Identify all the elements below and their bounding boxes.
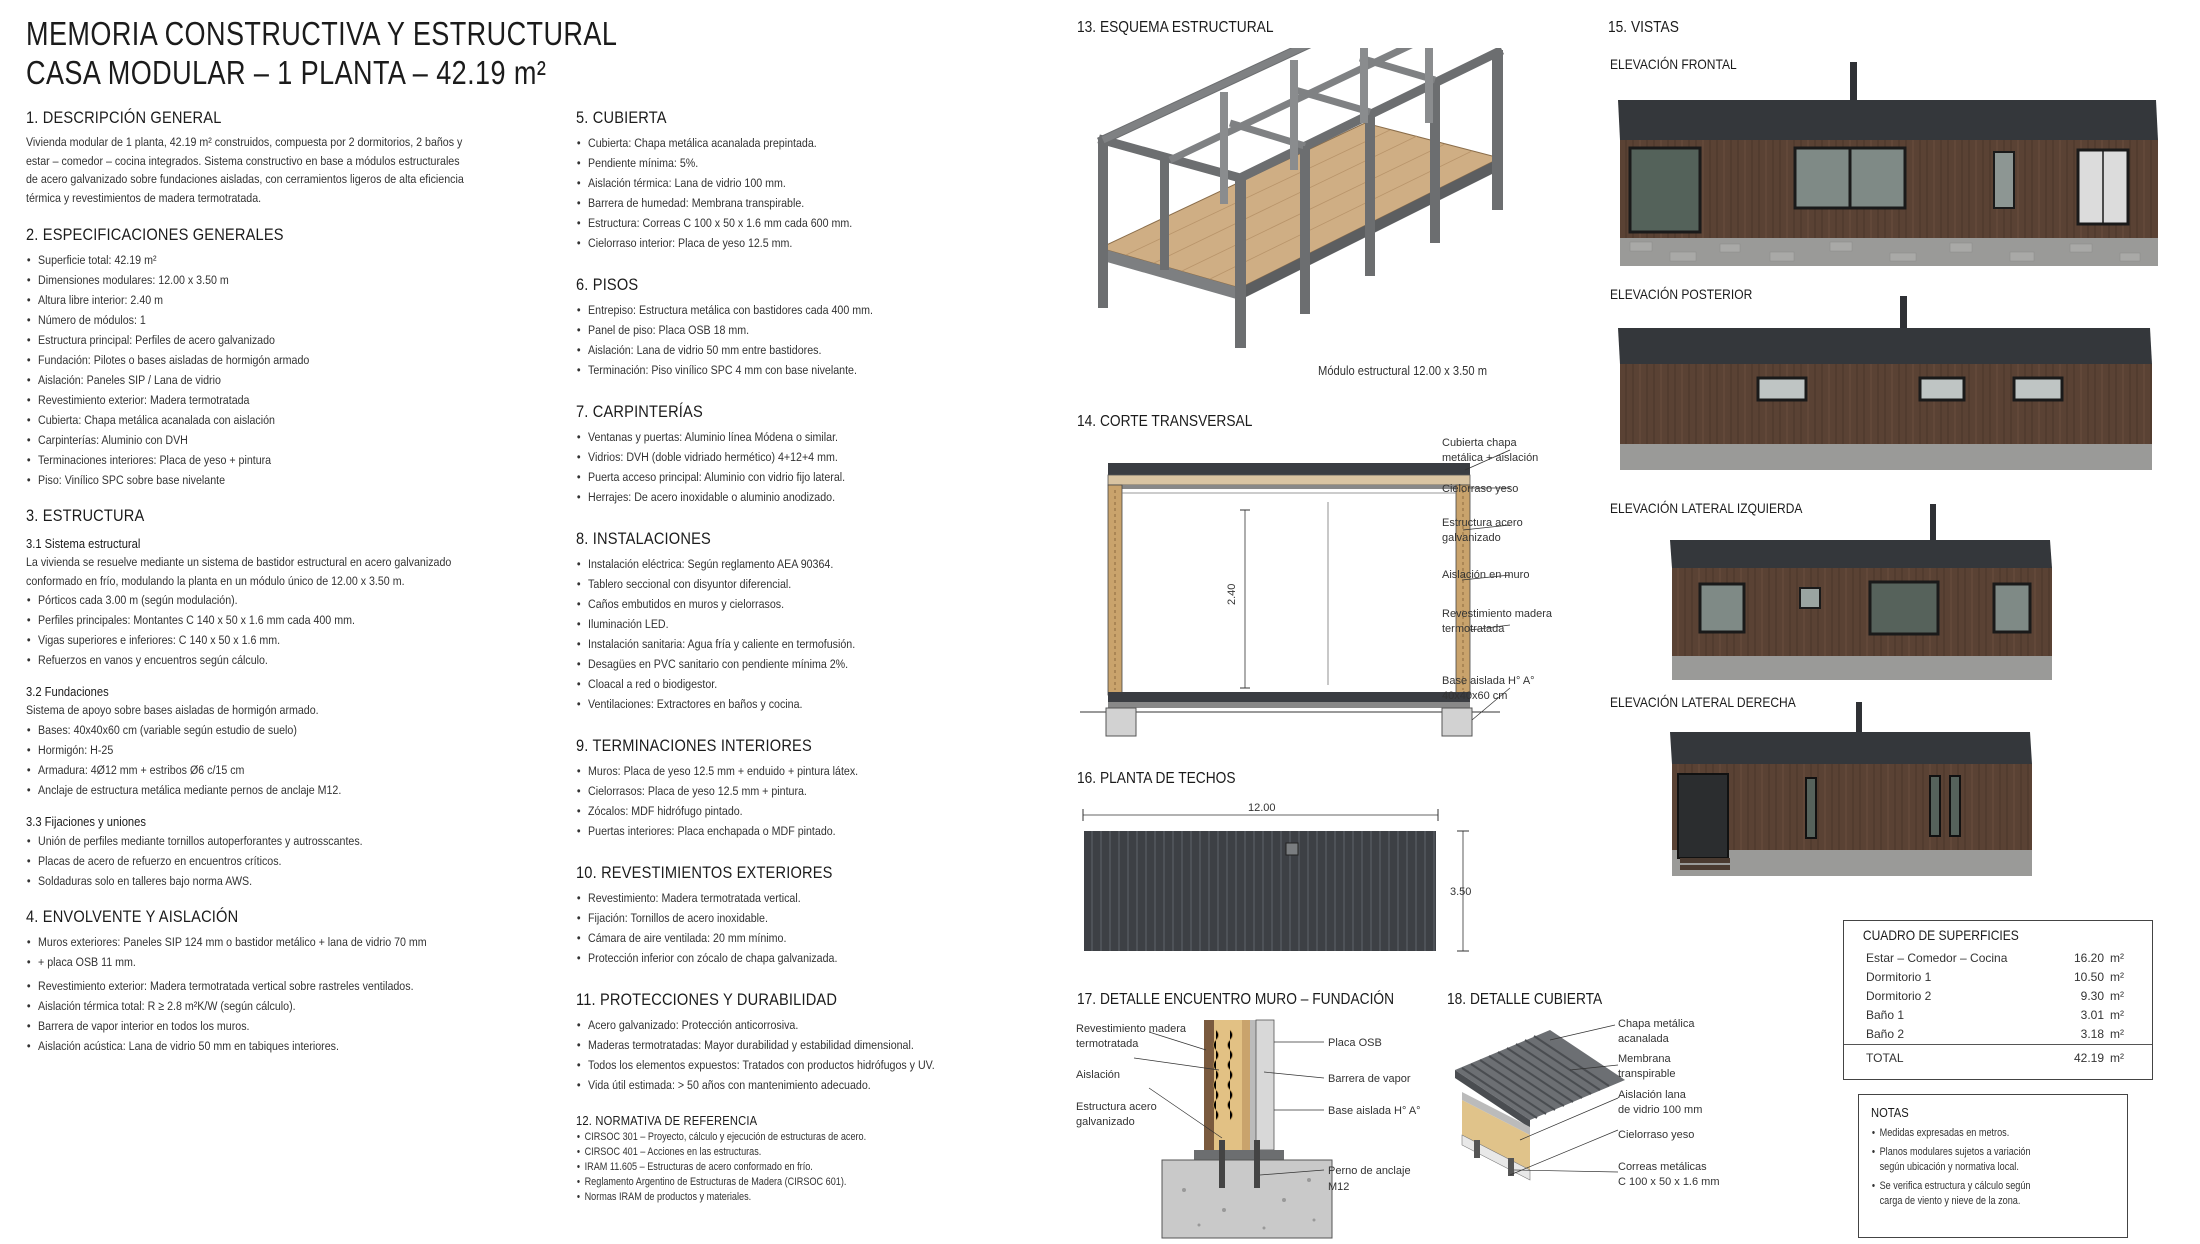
surfaces-table-title: CUADRO DE SUPERFICIES (1862, 927, 2019, 943)
bullet-list (576, 888, 1046, 968)
label-roof: Cubierta chapa (1442, 437, 1517, 449)
figure-15-title: 15. VISTAS (1608, 19, 1679, 36)
list-item: • Carpinterías: Aluminio con DVH (26, 430, 473, 450)
note-line: Planos modulares sujetos a variación (1879, 1146, 2031, 1158)
label-membrane: Membrana (1618, 1053, 1671, 1065)
section-8 (576, 529, 1046, 714)
section-11 (576, 990, 1046, 1095)
para-line: estar – comedor – cocina integrados. Sistema constructivo en base a módulos estructurales (26, 153, 460, 168)
label-insulation: Aislación en muro (1442, 569, 1530, 581)
list-item: • Tablero seccional con disyuntor diferencial. (576, 574, 980, 594)
label-footing: Base aislada H° A° (1442, 675, 1535, 687)
list-item: • Aislación: Paneles SIP / Lana de vidrio (26, 370, 473, 390)
section-paragraph (26, 553, 545, 590)
label-steel: Estructura acero (1076, 1101, 1157, 1113)
label-cladding: Revestimiento madera (1076, 1023, 1187, 1035)
notes-list (1871, 1126, 2127, 1209)
figure-17-title: 17. DETALLE ENCUENTRO MURO – FUNDACIÓN (1077, 991, 1395, 1008)
roof-depth-dimension: 3.50 (1450, 886, 1472, 898)
list-item: • Puertas interiores: Placa enchapada o MDF pintado. (576, 821, 980, 841)
bullet-list (576, 300, 1046, 380)
list-item: • IRAM 11.605 – Estructuras de acero conformado en frío. (576, 1160, 980, 1175)
list-item: • Herrajes: De acero inoxidable o aluminio anodizado. (576, 487, 980, 507)
roof-width-dimension: 12.00 (1248, 802, 1276, 814)
table-row (1844, 987, 2152, 1006)
room-area: 9.30 (2080, 989, 2104, 1003)
elevation-right-drawing (1660, 698, 2080, 878)
sub-heading: 3.1 Sistema estructural (26, 536, 141, 551)
section-6 (576, 275, 1046, 380)
label-anchor: Perno de anclaje (1328, 1165, 1411, 1177)
title-line-1: MEMORIA CONSTRUCTIVA Y ESTRUCTURAL (26, 15, 618, 52)
height-dimension: 2.40 (1226, 583, 1238, 605)
list-item: • Piso: Vinílico SPC sobre base nivelante (26, 470, 473, 490)
list-item: • Normas IRAM de productos y materiales. (576, 1190, 980, 1205)
label-footing-2: 40x40x60 cm (1442, 690, 1508, 702)
list-item: • Aislación térmica: Lana de vidrio 100 mm. (576, 173, 980, 193)
wall-foundation-labels (1074, 1010, 1434, 1240)
label-anchor-2: M12 (1328, 1181, 1350, 1193)
list-item: • Caños embutidos en muros y cielorrasos. (576, 594, 980, 614)
bullet-list (576, 554, 1046, 714)
section-12 (576, 1113, 1046, 1205)
list-item: • Entrepiso: Estructura metálica con bastidores cada 400 mm. (576, 300, 980, 320)
sub-heading: 3.3 Fijaciones y uniones (26, 813, 146, 829)
section-heading: 6. PISOS (576, 275, 639, 294)
list-item: • Vida útil estimada: > 50 años con mantenimiento adecuado. (576, 1075, 980, 1095)
elevation-left-title: ELEVACIÓN LATERAL IZQUIERDA (1610, 500, 1803, 516)
list-item: • Muros exteriores: Paneles SIP 124 mm o bastidor metálico + lana de vidrio 70 mm (26, 932, 473, 952)
para-line: Sistema de apoyo sobre bases aisladas de hormigón armado. (26, 703, 319, 717)
bullet-list (576, 1130, 1046, 1205)
roof-detail-labels (1616, 1010, 1766, 1210)
list-item-continuation (26, 952, 473, 972)
para-line: conformado en frío, modulando la planta en un módulo único de 12.00 x 3.50 m. (26, 573, 405, 588)
bullet-list (576, 133, 1046, 253)
section-1 (26, 108, 546, 207)
note-item (1871, 1145, 2091, 1175)
section-10 (576, 863, 1046, 968)
section-heading: 7. CARPINTERÍAS (576, 402, 703, 421)
room-name: Estar – Comedor – Cocina (1866, 951, 2008, 965)
room-area: 3.18 (2080, 1027, 2104, 1041)
table-row (1844, 968, 2152, 987)
list-item: • CIRSOC 301 – Proyecto, cálculo y ejecución de estructuras de acero. (576, 1130, 980, 1145)
list-item: • Pendiente mínima: 5%. (576, 153, 980, 173)
section-9 (576, 736, 1046, 841)
list-item: • Armadura: 4Ø12 mm + estribos Ø6 c/15 cm (26, 760, 473, 780)
label-steel: Estructura acero (1442, 517, 1523, 529)
label-ceiling: Cielorraso yeso (1442, 483, 1519, 495)
label-sheet-2: acanalada (1618, 1033, 1669, 1045)
note-line: Se verifica estructura y cálculo según (1879, 1180, 2031, 1192)
section-heading: 10. REVESTIMIENTOS EXTERIORES (576, 863, 833, 882)
elevation-left-drawing (1660, 504, 2080, 684)
list-item: • Muros: Placa de yeso 12.5 mm + enduido + pintura látex. (576, 761, 980, 781)
list-item: • Fundación: Pilotes o bases aisladas de hormigón armado (26, 350, 473, 370)
label-steel-2: galvanizado (1076, 1116, 1135, 1128)
para-line: Vivienda modular de 1 planta, 42.19 m² construidos, compuesta por 2 dormitorios, 2 baños y (26, 135, 463, 149)
list-item: • Barrera de vapor interior en todos los muros. (26, 1016, 473, 1036)
room-area: 3.01 (2080, 1008, 2104, 1022)
section-heading: 4. ENVOLVENTE Y AISLACIÓN (26, 906, 239, 926)
label-purlins: Correas metálicas (1618, 1161, 1707, 1173)
list-item: • Aislación térmica total: R ≥ 2.8 m²K/W (según cálculo). (26, 996, 473, 1016)
figure-13-caption: Módulo estructural 12.00 x 3.50 m (1318, 363, 1488, 378)
list-item: • Cielorraso interior: Placa de yeso 12.5 mm. (576, 233, 980, 253)
total-label: TOTAL (1844, 1045, 2062, 1069)
list-item: • Panel de piso: Placa OSB 18 mm. (576, 320, 980, 340)
table-row (1844, 1006, 2152, 1025)
list-item: • Todos los elementos expuestos: Tratados con productos hidrófugos y UV. (576, 1055, 980, 1075)
list-item: • Superficie total: 42.19 m² (26, 250, 473, 270)
figure-13-title: 13. ESQUEMA ESTRUCTURAL (1077, 19, 1274, 36)
list-item: • Placas de acero de refuerzo en encuentros críticos. (26, 851, 473, 871)
room-name: Baño 2 (1866, 1027, 1905, 1041)
elevation-front-title: ELEVACIÓN FRONTAL (1610, 56, 1737, 72)
label-footing: Base aislada H° A° (1328, 1105, 1421, 1117)
notes-box (1858, 1094, 2128, 1238)
room-name: Dormitorio 1 (1866, 970, 1932, 984)
list-item: • Revestimiento: Madera termotratada vertical. (576, 888, 980, 908)
label-vapor: Barrera de vapor (1328, 1073, 1411, 1085)
list-item: • Vidrios: DVH (doble vidriado hermético) 4+12+4 mm. (576, 447, 980, 467)
list-item: • Soldaduras solo en talleres bajo norma AWS. (26, 871, 473, 891)
room-name: Dormitorio 2 (1866, 989, 1932, 1003)
table-row (1844, 1025, 2152, 1045)
elevation-rear-drawing (1610, 290, 2170, 490)
room-unit: m² (2110, 1008, 2124, 1022)
section-heading: 8. INSTALACIONES (576, 529, 711, 548)
room-unit: m² (2110, 1027, 2124, 1041)
elevation-front-drawing (1610, 60, 2170, 270)
label-roof-2: metálica + aislación (1442, 452, 1539, 464)
label-insulation: Aislación (1076, 1069, 1121, 1081)
list-item: • Barrera de humedad: Membrana transpirable. (576, 193, 980, 213)
para-line: La vivienda se resuelve mediante un sistema de bastidor estructural en acero galvanizado (26, 555, 452, 569)
structural-frame-drawing (1090, 48, 1560, 378)
list-item: • Revestimiento exterior: Madera termotratada vertical sobre rastreles ventilados. (26, 976, 473, 996)
list-item: • Cielorrasos: Placa de yeso 12.5 mm + pintura. (576, 781, 980, 801)
note-item (1871, 1126, 2091, 1141)
bullet-list (576, 1015, 1046, 1095)
label-cladding-2: termotratada (1076, 1038, 1139, 1050)
list-item: • Bases: 40x40x60 cm (variable según estudio de suelo) (26, 720, 473, 740)
list-item: • Cubierta: Chapa metálica acanalada prepintada. (576, 133, 980, 153)
section-heading: 1. DESCRIPCIÓN GENERAL (26, 108, 222, 127)
list-item: • Puerta acceso principal: Aluminio con vidrio fijo lateral. (576, 467, 980, 487)
para-line: de acero galvanizado sobre fundaciones aisladas, con cerramientos ligeros de alta eficiencia (26, 172, 464, 186)
table-row (1844, 949, 2152, 968)
bullet-list (576, 761, 1046, 841)
list-item: • Vigas superiores e inferiores: C 140 x 50 x 1.6 mm. (26, 630, 473, 650)
section-7 (576, 402, 1046, 507)
label-membrane-2: transpirable (1618, 1068, 1676, 1080)
list-item: • Hormigón: H-25 (26, 740, 473, 760)
list-item: • Protección inferior con zócalo de chapa galvanizada. (576, 948, 980, 968)
total-area: 42.19 (2062, 1045, 2110, 1069)
section-2 (26, 225, 546, 490)
section-heading: 3. ESTRUCTURA (26, 506, 145, 525)
list-item: • Anclaje de estructura metálica mediante pernos de anclaje M12. (26, 780, 473, 800)
para-line: térmica y revestimientos de madera termotratada. (26, 190, 262, 205)
list-item: • Iluminación LED. (576, 614, 980, 634)
list-item: • Acero galvanizado: Protección anticorrosiva. (576, 1015, 980, 1035)
list-item: • Estructura: Correas C 100 x 50 x 1.6 mm cada 600 mm. (576, 213, 980, 233)
label-purlins-2: C 100 x 50 x 1.6 mm (1618, 1176, 1720, 1188)
total-unit: m² (2110, 1045, 2152, 1069)
figure-18-title: 18. DETALLE CUBIERTA (1447, 991, 1603, 1008)
label-wool-2: de vidrio 100 mm (1618, 1104, 1703, 1116)
list-item: • Aislación acústica: Lana de vidrio 50 mm en tabiques interiores. (26, 1036, 473, 1056)
list-item: • Número de módulos: 1 (26, 310, 473, 330)
bullet-list (26, 720, 546, 800)
list-item: • Fijación: Tornillos de acero inoxidable. (576, 908, 980, 928)
note-line: según ubicación y normativa local. (1879, 1161, 2019, 1173)
room-area: 16.20 (2073, 951, 2104, 965)
note-line: carga de viento y nieve de la zona. (1879, 1195, 2021, 1207)
label-steel-2: galvanizado (1442, 532, 1501, 544)
section-heading: 5. CUBIERTA (576, 108, 667, 127)
list-item: • Ventilaciones: Extractores en baños y cocina. (576, 694, 980, 714)
list-item: • Dimensiones modulares: 12.00 x 3.50 m (26, 270, 473, 290)
figure-16-title: 16. PLANTA DE TECHOS (1077, 770, 1236, 787)
section-3 (26, 506, 546, 891)
room-unit: m² (2110, 989, 2124, 1003)
bullet-list (26, 590, 546, 670)
label-wool: Aislación lana (1618, 1089, 1686, 1101)
list-item: • Pórticos cada 3.00 m (según modulación). (26, 590, 473, 610)
surfaces-table (1844, 949, 2152, 1068)
section-4 (26, 907, 546, 1056)
sub-heading: 3.2 Fundaciones (26, 684, 109, 699)
roof-plan-drawing (1078, 795, 1498, 965)
list-item: • CIRSOC 401 – Acciones en las estructuras. (576, 1145, 980, 1160)
section-heading: 11. PROTECCIONES Y DURABILIDAD (576, 990, 838, 1009)
notes-title: NOTAS (1871, 1105, 1909, 1120)
elevation-rear-title: ELEVACIÓN POSTERIOR (1610, 286, 1753, 302)
label-ceiling: Cielorraso yeso (1618, 1129, 1695, 1141)
room-unit: m² (2110, 951, 2124, 965)
list-item: • Terminación: Piso vinílico SPC 4 mm con base nivelante. (576, 360, 980, 380)
list-item: • Zócalos: MDF hidrófugo pintado. (576, 801, 980, 821)
list-item: • Cámara de aire ventilada: 20 mm mínimo. (576, 928, 980, 948)
label-osb: Placa OSB (1328, 1037, 1382, 1049)
title-line-2: CASA MODULAR – 1 PLANTA – 42.19 m² (26, 54, 547, 91)
total-row (1844, 1045, 2152, 1069)
list-item: • Cubierta: Chapa metálica acanalada con aislación (26, 410, 473, 430)
bullet-list (26, 250, 546, 490)
elevation-right-title: ELEVACIÓN LATERAL DERECHA (1610, 694, 1796, 710)
list-item: • Unión de perfiles mediante tornillos autoperforantes y autrosscantes. (26, 831, 473, 851)
section-paragraph (26, 133, 545, 207)
list-item: • Revestimiento exterior: Madera termotratada (26, 390, 473, 410)
section-heading: 9. TERMINACIONES INTERIORES (576, 736, 812, 755)
bullet-list (576, 427, 1046, 507)
section-paragraph (26, 701, 545, 720)
left-column (26, 92, 546, 1056)
note-item (1871, 1179, 2091, 1209)
label-sheet: Chapa metálica (1618, 1018, 1695, 1030)
surfaces-table-box (1843, 920, 2153, 1080)
list-item: • Ventanas y puertas: Aluminio línea Módena o similar. (576, 427, 980, 447)
list-item: • Estructura principal: Perfiles de acero galvanizado (26, 330, 473, 350)
list-item: • Reglamento Argentino de Estructuras de Madera (CIRSOC 601). (576, 1175, 980, 1190)
middle-column (576, 92, 1046, 1205)
bullet-list (26, 932, 546, 1056)
list-item: • Desagües en PVC sanitario con pendiente mínima 2%. (576, 654, 980, 674)
room-name: Baño 1 (1866, 1008, 1905, 1022)
list-item: • Cloacal a red o biodigestor. (576, 674, 980, 694)
list-item: • Aislación: Lana de vidrio 50 mm entre bastidores. (576, 340, 980, 360)
section-5 (576, 108, 1046, 253)
label-cladding: Revestimiento madera (1442, 608, 1553, 620)
room-area: 10.50 (2073, 970, 2104, 984)
page-title (26, 14, 617, 92)
figure-14-title: 14. CORTE TRANSVERSAL (1077, 413, 1253, 430)
continuation-text: + placa OSB 11 mm. (38, 954, 136, 969)
list-item: • Terminaciones interiores: Placa de yeso + pintura (26, 450, 473, 470)
section-heading: 2. ESPECIFICACIONES GENERALES (26, 225, 284, 244)
room-unit: m² (2110, 970, 2124, 984)
label-cladding-2: termotratada (1442, 623, 1505, 635)
cross-section-labels (1440, 430, 1580, 710)
list-item: • Instalación eléctrica: Según reglamento AEA 90364. (576, 554, 980, 574)
list-item: • Altura libre interior: 2.40 m (26, 290, 473, 310)
section-heading: 12. NORMATIVA DE REFERENCIA (576, 1113, 758, 1128)
note-line: Medidas expresadas en metros. (1879, 1127, 2010, 1139)
list-item: • Perfiles principales: Montantes C 140 x 50 x 1.6 mm cada 400 mm. (26, 610, 473, 630)
bullet-list (26, 831, 546, 891)
list-item: • Maderas termotratadas: Mayor durabilidad y estabilidad dimensional. (576, 1035, 980, 1055)
list-item: • Instalación sanitaria: Agua fría y caliente en termofusión. (576, 634, 980, 654)
list-item: • Refuerzos en vanos y encuentros según cálculo. (26, 650, 473, 670)
